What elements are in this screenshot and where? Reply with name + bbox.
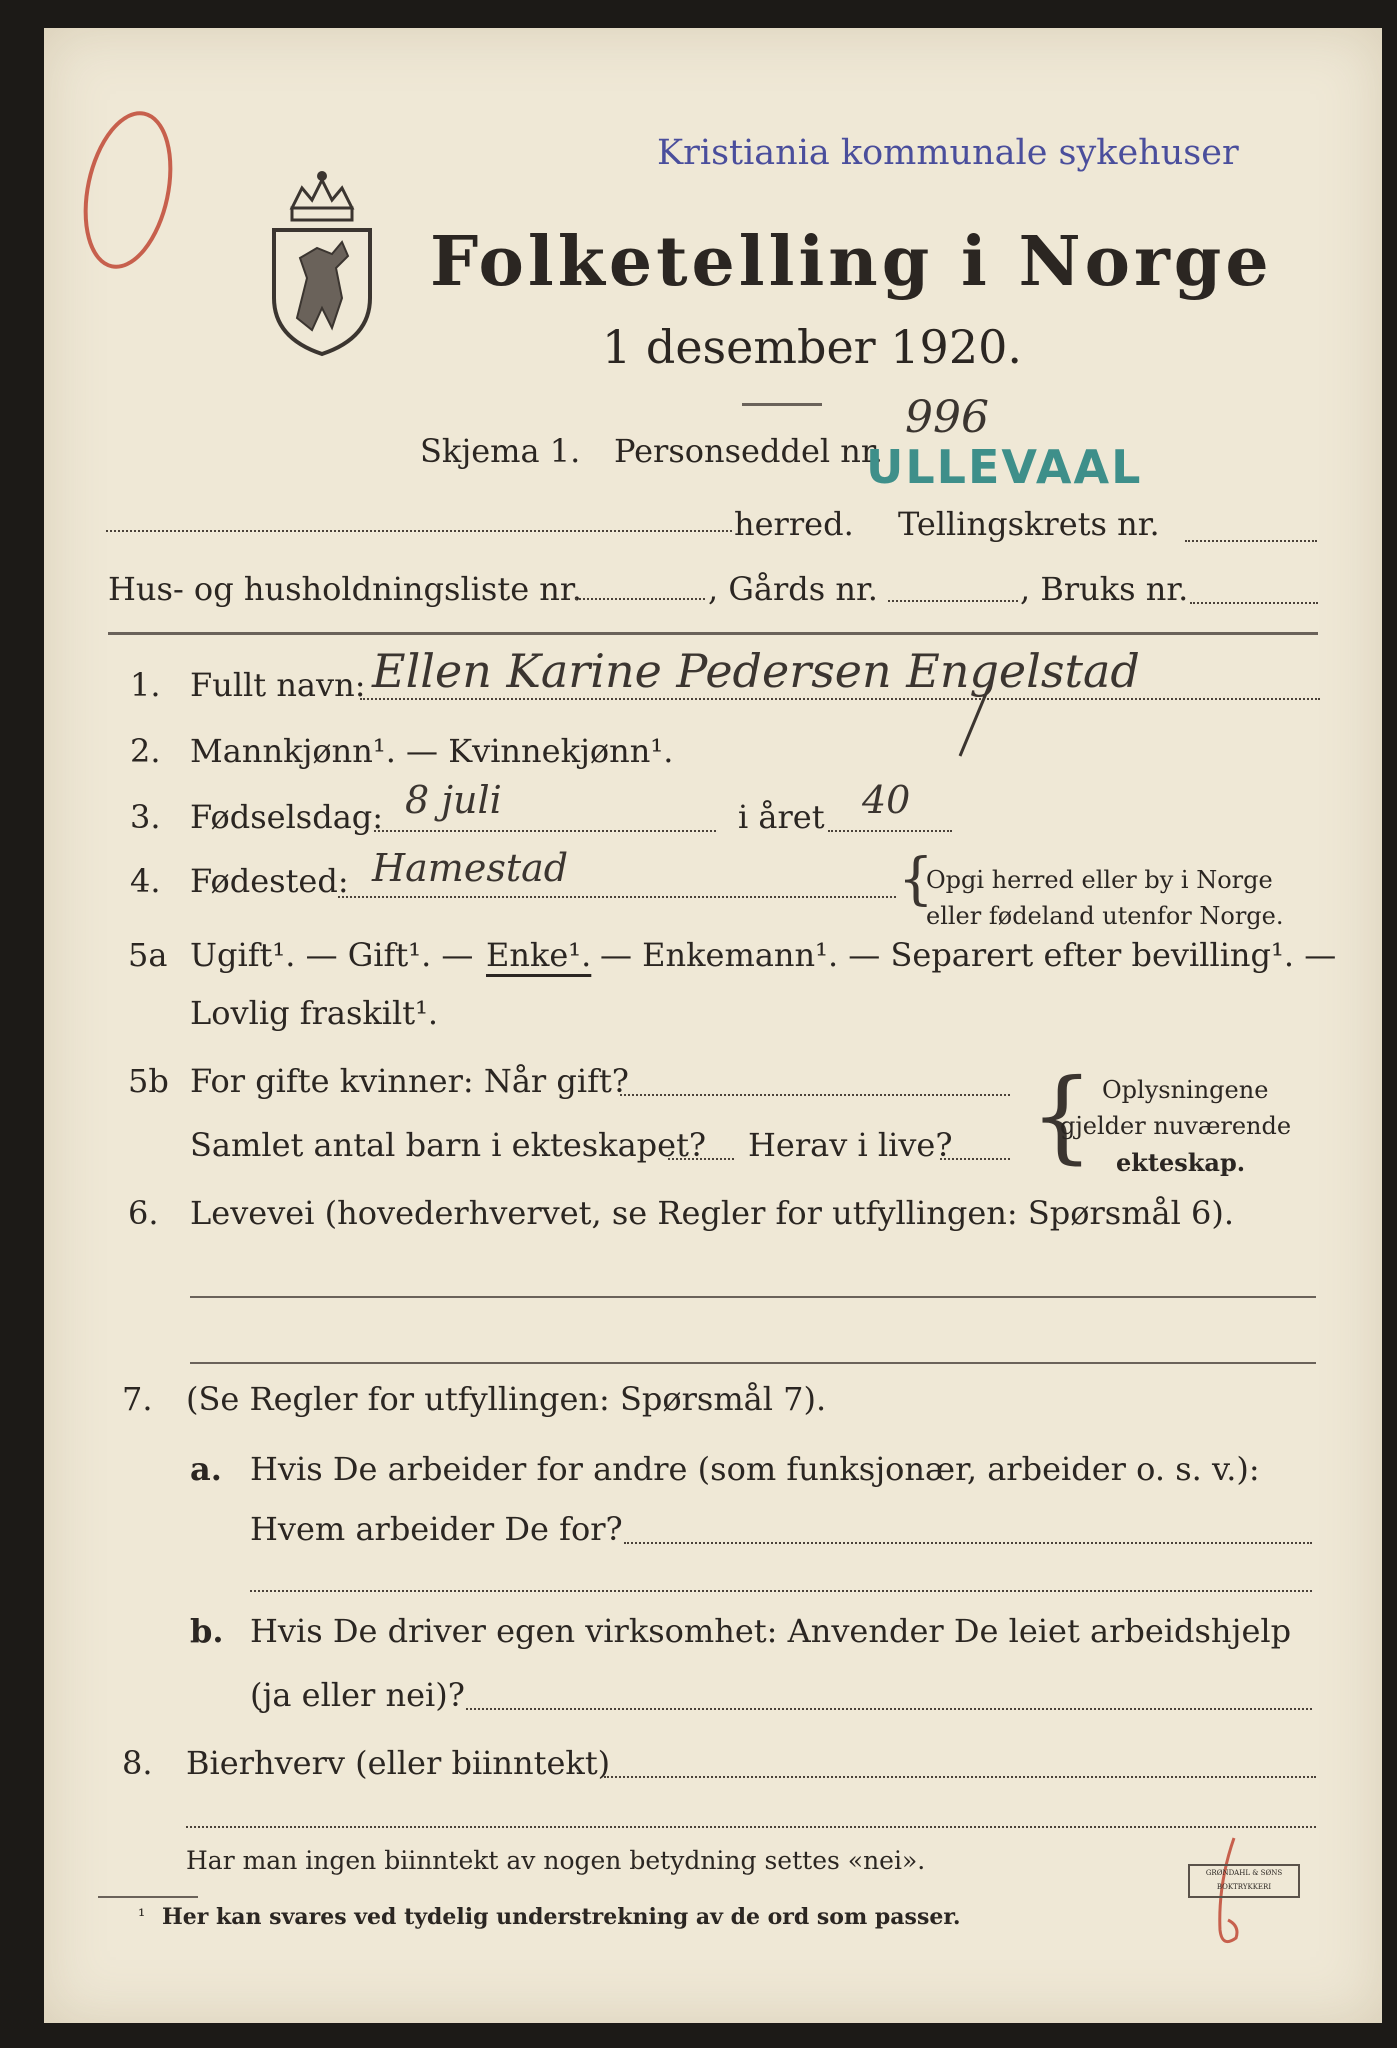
q5a-options-start[interactable]: Ugift¹. — Gift¹. — (190, 936, 474, 974)
q4-note-line1: Opgi herred eller by i Norge (926, 866, 1273, 894)
personseddel-label: Personseddel nr. (614, 432, 883, 470)
herred-field[interactable] (106, 530, 732, 532)
q7a-employer-field2[interactable] (250, 1590, 1312, 1592)
q4-note-line2: eller fødeland utenfor Norge. (926, 902, 1284, 930)
q4-label: Fødested: (190, 862, 349, 900)
red-circle-mark (70, 100, 190, 280)
herred-label: herred. (734, 505, 854, 543)
bruks-field[interactable] (1190, 602, 1318, 604)
q6-label: Levevei (hovederhvervet, se Regler for utfyllingen: Spørsmål 6). (190, 1194, 1235, 1232)
q5a-line2[interactable]: Lovlig fraskilt¹. (190, 994, 439, 1032)
q7b-field[interactable] (466, 1708, 1312, 1710)
q5b-alive-field[interactable] (940, 1158, 1010, 1160)
q5b-children-label: Samlet antal barn i ekteskapet? (190, 1126, 707, 1164)
q8-field[interactable] (604, 1776, 1316, 1778)
q3-year-label: i året (738, 798, 825, 836)
title-divider (742, 403, 822, 406)
q5b-children-field[interactable] (668, 1158, 734, 1160)
q5b-label: For gifte kvinner: Når gift? (190, 1062, 629, 1100)
q5b-married-field[interactable] (620, 1094, 1010, 1096)
q4-brace: { (898, 847, 934, 912)
q8-field2[interactable] (186, 1826, 1316, 1828)
husholdningsliste-label: Hus- og husholdningsliste nr. (108, 570, 582, 608)
census-date: 1 desember 1920. (602, 320, 1022, 374)
q6-line1[interactable] (190, 1296, 1316, 1298)
q5b-brace: { (1030, 1057, 1094, 1174)
header-separator (108, 632, 1318, 635)
ullevaal-stamp: ULLEVAAL (866, 440, 1143, 494)
q3-label: Fødselsdag: (190, 798, 384, 836)
q7a-employer-field[interactable] (624, 1542, 1312, 1544)
q8-label: Bierhverv (eller biinntekt) (186, 1744, 611, 1782)
q1-full-name[interactable]: Ellen Karine Pedersen Engelstad (372, 644, 1140, 698)
footnote-rule (98, 1896, 198, 1898)
q1-label: Fullt navn: (190, 666, 366, 704)
q2-check-stroke (950, 680, 1000, 760)
printer-mark: GRØNDAHL & SØNS BOKTRYKKERI (1188, 1864, 1300, 1898)
q5b-note1: Oplysningene (1102, 1076, 1269, 1104)
q5a-number: 5a (128, 936, 168, 974)
q4-number: 4. (130, 862, 161, 900)
schema-label: Skjema 1. (420, 432, 581, 470)
q4-field-line (338, 896, 896, 898)
q3-birthday[interactable]: 8 juli (405, 778, 502, 822)
q6-number: 6. (128, 1194, 159, 1232)
q5a-enke-underlined[interactable]: Enke¹. (486, 936, 592, 974)
q7b-line2: (ja eller nei)? (250, 1676, 465, 1714)
q4-birthplace[interactable]: Hamestad (372, 846, 569, 890)
tellingskrets-label: Tellingskrets nr. (898, 505, 1160, 543)
q3-number: 3. (130, 798, 161, 836)
q3-year-line (828, 830, 952, 832)
q5b-note3: ekteskap. (1116, 1148, 1246, 1177)
q7-label: (Se Regler for utfyllingen: Spørsmål 7). (186, 1380, 827, 1418)
q2-sex-options[interactable]: Mannkjønn¹. — Kvinnekjønn¹. (190, 732, 674, 770)
q2-number: 2. (130, 732, 161, 770)
institution-stamp: Kristiania kommunale sykehuser (657, 133, 1239, 173)
q3-year[interactable]: 40 (862, 778, 911, 822)
q5a-options-rest[interactable]: — Enkemann¹. — Separert efter bevilling¹. — (600, 936, 1337, 974)
q7b-letter: b. (190, 1612, 224, 1650)
q6-line2[interactable] (190, 1362, 1316, 1364)
q7a-letter: a. (190, 1450, 222, 1488)
footnote-text: Her kan svares ved tydelig understrekning av de ord som passer. (162, 1904, 961, 1930)
gards-label: , Gårds nr. (708, 570, 878, 608)
norwegian-coat-of-arms-icon (262, 158, 382, 358)
tellingskrets-field[interactable] (1185, 540, 1317, 542)
q7a-line1: Hvis De arbeider for andre (som funksjonær, arbeider o. s. v.): (250, 1450, 1260, 1488)
q5b-note2: gjelder nuværende (1060, 1112, 1292, 1140)
q7a-line2: Hvem arbeider De for? (250, 1510, 623, 1548)
q1-number: 1. (130, 666, 161, 704)
q7b-line1: Hvis De driver egen virksomhet: Anvender De leiet arbeidshjelp (250, 1612, 1292, 1650)
bruks-label: , Bruks nr. (1020, 570, 1189, 608)
q8-number: 8. (122, 1744, 153, 1782)
footnote-mark: ¹ (138, 1906, 146, 1927)
husholdningsliste-field[interactable] (575, 598, 705, 600)
q7-number: 7. (122, 1380, 153, 1418)
q8-note: Har man ingen biinntekt av nogen betydning settes «nei». (186, 1846, 926, 1875)
q5b-number: 5b (128, 1062, 169, 1100)
q5b-alive-label: Herav i live? (748, 1126, 953, 1164)
q1-field-line (360, 698, 1320, 700)
gards-field[interactable] (888, 600, 1018, 602)
personseddel-number[interactable]: 996 (905, 392, 989, 443)
q3-field-line (374, 830, 716, 832)
form-title: Folketelling i Norge (430, 222, 1273, 302)
